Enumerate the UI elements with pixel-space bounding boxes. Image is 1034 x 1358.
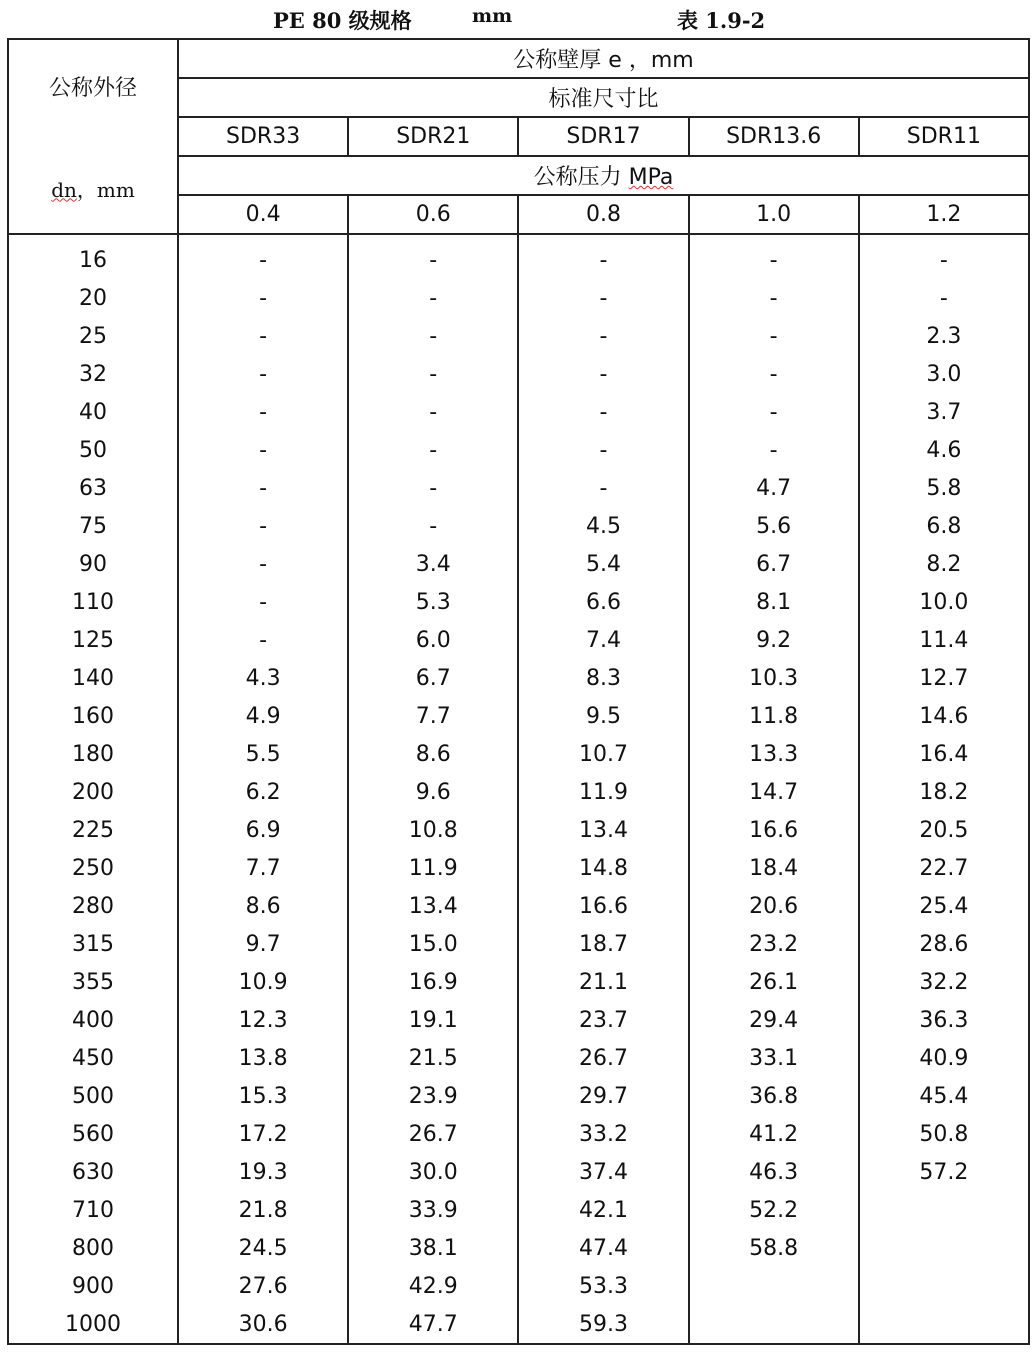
thickness-cell: 32.2 (859, 963, 1029, 1001)
dn-cell: 25 (8, 317, 178, 355)
thickness-cell: 21.1 (518, 963, 688, 1001)
thickness-cell: 22.7 (859, 849, 1029, 887)
thickness-cell: 5.6 (689, 507, 859, 545)
thickness-cell: 3.7 (859, 393, 1029, 431)
thickness-cell: - (859, 234, 1029, 279)
pressure-value-4: 1.0 (689, 195, 859, 234)
dn-cell: 800 (8, 1229, 178, 1267)
dn-cell: 20 (8, 279, 178, 317)
dn-cell: 1000 (8, 1305, 178, 1344)
thickness-cell: 24.5 (178, 1229, 348, 1267)
thickness-cell: 52.2 (689, 1191, 859, 1229)
thickness-cell: 3.0 (859, 355, 1029, 393)
table-row (8, 317, 1029, 355)
dn-cell: 225 (8, 811, 178, 849)
thickness-cell: - (348, 355, 518, 393)
thickness-cell: - (348, 234, 518, 279)
table-row (8, 811, 1029, 849)
thickness-cell: 10.0 (859, 583, 1029, 621)
thickness-cell: 16.6 (518, 887, 688, 925)
thickness-cell: 53.3 (518, 1267, 688, 1305)
table-row (8, 1191, 1029, 1229)
dn-cell: 40 (8, 393, 178, 431)
thickness-cell: 11.8 (689, 697, 859, 735)
thickness-cell: 4.6 (859, 431, 1029, 469)
table-caption (0, 0, 1034, 38)
sdr-ratio-header: 标准尺寸比 (178, 78, 1029, 117)
thickness-cell: 8.6 (178, 887, 348, 925)
thickness-cell: 10.8 (348, 811, 518, 849)
thickness-cell: 12.7 (859, 659, 1029, 697)
thickness-cell: - (348, 431, 518, 469)
dn-cell: 560 (8, 1115, 178, 1153)
thickness-cell: 5.8 (859, 469, 1029, 507)
thickness-cell: 4.9 (178, 697, 348, 735)
thickness-cell: 25.4 (859, 887, 1029, 925)
table-row (8, 621, 1029, 659)
thickness-cell: - (689, 317, 859, 355)
thickness-cell: - (348, 507, 518, 545)
thickness-cell: 41.2 (689, 1115, 859, 1153)
thickness-cell: 13.4 (348, 887, 518, 925)
thickness-cell: 50.8 (859, 1115, 1029, 1153)
table-row (8, 659, 1029, 697)
thickness-cell: 8.3 (518, 659, 688, 697)
sdr-header-3: SDR17 (518, 117, 688, 156)
thickness-cell: - (348, 279, 518, 317)
table-row (8, 1267, 1029, 1305)
thickness-cell (689, 1305, 859, 1344)
thickness-cell: 7.7 (348, 697, 518, 735)
thickness-cell (859, 1305, 1029, 1344)
table-row (8, 1039, 1029, 1077)
thickness-cell: 29.7 (518, 1077, 688, 1115)
thickness-cell: - (518, 355, 688, 393)
sdr-header-5: SDR11 (859, 117, 1029, 156)
thickness-cell: 4.5 (518, 507, 688, 545)
table-body (8, 234, 1029, 1344)
thickness-cell: 29.4 (689, 1001, 859, 1039)
dn-cell: 400 (8, 1001, 178, 1039)
table-row (8, 925, 1029, 963)
dn-cell: 125 (8, 621, 178, 659)
thickness-cell: - (178, 431, 348, 469)
dn-cell: 315 (8, 925, 178, 963)
thickness-cell: 14.7 (689, 773, 859, 811)
thickness-cell: 47.7 (348, 1305, 518, 1344)
thickness-cell: - (689, 279, 859, 317)
pressure-value-5: 1.2 (859, 195, 1029, 234)
thickness-cell: 36.8 (689, 1077, 859, 1115)
thickness-cell: 13.3 (689, 735, 859, 773)
table-row (8, 1229, 1029, 1267)
thickness-cell: - (689, 355, 859, 393)
thickness-cell: - (348, 393, 518, 431)
dn-cell: 110 (8, 583, 178, 621)
thickness-cell: - (518, 431, 688, 469)
thickness-cell: 10.3 (689, 659, 859, 697)
thickness-cell: - (178, 393, 348, 431)
dn-cell: 500 (8, 1077, 178, 1115)
thickness-cell: 20.6 (689, 887, 859, 925)
thickness-cell: 40.9 (859, 1039, 1029, 1077)
table-row (8, 279, 1029, 317)
table-row (8, 507, 1029, 545)
thickness-cell: 10.9 (178, 963, 348, 1001)
dn-cell: 200 (8, 773, 178, 811)
thickness-cell: - (518, 469, 688, 507)
dn-cell: 900 (8, 1267, 178, 1305)
thickness-cell: 18.4 (689, 849, 859, 887)
dn-cell: 250 (8, 849, 178, 887)
thickness-cell: 6.7 (348, 659, 518, 697)
thickness-cell: 4.3 (178, 659, 348, 697)
thickness-cell: - (859, 279, 1029, 317)
dn-cell: 710 (8, 1191, 178, 1229)
pressure-value-3: 0.8 (518, 195, 688, 234)
table-row (8, 545, 1029, 583)
thickness-cell: 19.3 (178, 1153, 348, 1191)
thickness-cell: 5.3 (348, 583, 518, 621)
thickness-cell: 42.1 (518, 1191, 688, 1229)
dn-cell: 450 (8, 1039, 178, 1077)
table-row (8, 1001, 1029, 1039)
thickness-cell: 28.6 (859, 925, 1029, 963)
thickness-cell: 10.7 (518, 735, 688, 773)
thickness-cell: 26.7 (348, 1115, 518, 1153)
thickness-cell: 20.5 (859, 811, 1029, 849)
thickness-cell: 27.6 (178, 1267, 348, 1305)
dn-cell: 16 (8, 234, 178, 279)
sdr-header-2: SDR21 (348, 117, 518, 156)
thickness-cell (859, 1191, 1029, 1229)
thickness-cell: 26.7 (518, 1039, 688, 1077)
thickness-cell: 8.1 (689, 583, 859, 621)
table-row (8, 1077, 1029, 1115)
thickness-cell: 59.3 (518, 1305, 688, 1344)
dn-cell: 50 (8, 431, 178, 469)
thickness-cell: 4.7 (689, 469, 859, 507)
dn-cell: 140 (8, 659, 178, 697)
thickness-cell: - (689, 431, 859, 469)
thickness-cell: 9.5 (518, 697, 688, 735)
thickness-cell: 45.4 (859, 1077, 1029, 1115)
dn-cell: 32 (8, 355, 178, 393)
thickness-cell: 15.0 (348, 925, 518, 963)
thickness-cell: - (178, 583, 348, 621)
thickness-cell: 11.4 (859, 621, 1029, 659)
thickness-cell: - (518, 234, 688, 279)
thickness-cell: 13.4 (518, 811, 688, 849)
thickness-cell (859, 1267, 1029, 1305)
thickness-cell: 11.9 (348, 849, 518, 887)
thickness-cell: 6.2 (178, 773, 348, 811)
thickness-cell: - (518, 317, 688, 355)
thickness-cell: 57.2 (859, 1153, 1029, 1191)
thickness-cell: - (689, 234, 859, 279)
dn-cell: 90 (8, 545, 178, 583)
thickness-cell: 5.4 (518, 545, 688, 583)
table-row (8, 1305, 1029, 1344)
table-row (8, 393, 1029, 431)
thickness-cell: 9.2 (689, 621, 859, 659)
table-row (8, 469, 1029, 507)
table-row (8, 849, 1029, 887)
thickness-cell: 30.6 (178, 1305, 348, 1344)
table-row (8, 1153, 1029, 1191)
thickness-cell: 2.3 (859, 317, 1029, 355)
thickness-cell (859, 1229, 1029, 1267)
thickness-cell: 6.7 (689, 545, 859, 583)
thickness-cell: - (178, 355, 348, 393)
wall-thickness-header: 公称壁厚 e ，mm (178, 39, 1029, 78)
thickness-cell: - (689, 393, 859, 431)
thickness-cell: 23.9 (348, 1077, 518, 1115)
sdr-header-1: SDR33 (178, 117, 348, 156)
thickness-cell: 37.4 (518, 1153, 688, 1191)
thickness-cell: 33.9 (348, 1191, 518, 1229)
thickness-cell (689, 1267, 859, 1305)
pressure-value-1: 0.4 (178, 195, 348, 234)
thickness-cell: 17.2 (178, 1115, 348, 1153)
table-row (8, 355, 1029, 393)
table-row (8, 697, 1029, 735)
thickness-cell: 38.1 (348, 1229, 518, 1267)
thickness-cell: 23.7 (518, 1001, 688, 1039)
thickness-cell: 12.3 (178, 1001, 348, 1039)
thickness-cell: 15.3 (178, 1077, 348, 1115)
thickness-cell: 16.6 (689, 811, 859, 849)
thickness-cell: 9.7 (178, 925, 348, 963)
table-row (8, 1115, 1029, 1153)
dn-header-unit: dn，mm (51, 177, 135, 202)
table-row (8, 887, 1029, 925)
thickness-cell: 5.5 (178, 735, 348, 773)
thickness-cell: 21.8 (178, 1191, 348, 1229)
table-title: PE 80 级规格 (273, 8, 412, 33)
table-row (8, 963, 1029, 1001)
table-row (8, 735, 1029, 773)
dn-cell: 75 (8, 507, 178, 545)
thickness-cell: 6.6 (518, 583, 688, 621)
table-unit: mm (472, 5, 513, 27)
thickness-cell: 58.8 (689, 1229, 859, 1267)
thickness-cell: - (518, 279, 688, 317)
thickness-cell: 3.4 (348, 545, 518, 583)
pressure-value-2: 0.6 (348, 195, 518, 234)
thickness-cell: 14.8 (518, 849, 688, 887)
dn-header-label: 公称外径 (48, 75, 137, 101)
table-row (8, 773, 1029, 811)
pe80-spec-table (7, 38, 1030, 1345)
thickness-cell: - (178, 545, 348, 583)
table-row (8, 234, 1029, 279)
thickness-cell: - (178, 234, 348, 279)
thickness-cell: 26.1 (689, 963, 859, 1001)
dn-cell: 160 (8, 697, 178, 735)
thickness-cell: 21.5 (348, 1039, 518, 1077)
thickness-cell: 19.1 (348, 1001, 518, 1039)
thickness-cell: 6.8 (859, 507, 1029, 545)
thickness-cell: 42.9 (348, 1267, 518, 1305)
dn-cell: 280 (8, 887, 178, 925)
thickness-cell: 6.9 (178, 811, 348, 849)
thickness-cell: 13.8 (178, 1039, 348, 1077)
thickness-cell: 30.0 (348, 1153, 518, 1191)
thickness-cell: - (348, 317, 518, 355)
thickness-cell: - (518, 393, 688, 431)
thickness-cell: - (178, 507, 348, 545)
thickness-cell: 33.1 (689, 1039, 859, 1077)
table-row (8, 431, 1029, 469)
thickness-cell: - (178, 621, 348, 659)
thickness-cell: 8.6 (348, 735, 518, 773)
thickness-cell: 18.2 (859, 773, 1029, 811)
dn-cell: 63 (8, 469, 178, 507)
thickness-cell: 11.9 (518, 773, 688, 811)
table-number: 表 1.9-2 (677, 8, 766, 33)
sdr-header-4: SDR13.6 (689, 117, 859, 156)
table-row (8, 583, 1029, 621)
thickness-cell: 9.6 (348, 773, 518, 811)
dn-cell: 630 (8, 1153, 178, 1191)
thickness-cell: 16.9 (348, 963, 518, 1001)
thickness-cell: 16.4 (859, 735, 1029, 773)
thickness-cell: 47.4 (518, 1229, 688, 1267)
pressure-header: 公称压力 MPa (178, 156, 1029, 195)
thickness-cell: 7.7 (178, 849, 348, 887)
dn-cell: 355 (8, 963, 178, 1001)
dn-cell: 180 (8, 735, 178, 773)
dn-header-cell (8, 39, 178, 234)
thickness-cell: 6.0 (348, 621, 518, 659)
thickness-cell: 18.7 (518, 925, 688, 963)
thickness-cell: - (348, 469, 518, 507)
thickness-cell: 33.2 (518, 1115, 688, 1153)
thickness-cell: - (178, 317, 348, 355)
thickness-cell: 7.4 (518, 621, 688, 659)
thickness-cell: 14.6 (859, 697, 1029, 735)
thickness-cell: 23.2 (689, 925, 859, 963)
thickness-cell: 8.2 (859, 545, 1029, 583)
thickness-cell: - (178, 279, 348, 317)
thickness-cell: 36.3 (859, 1001, 1029, 1039)
thickness-cell: - (178, 469, 348, 507)
thickness-cell: 46.3 (689, 1153, 859, 1191)
